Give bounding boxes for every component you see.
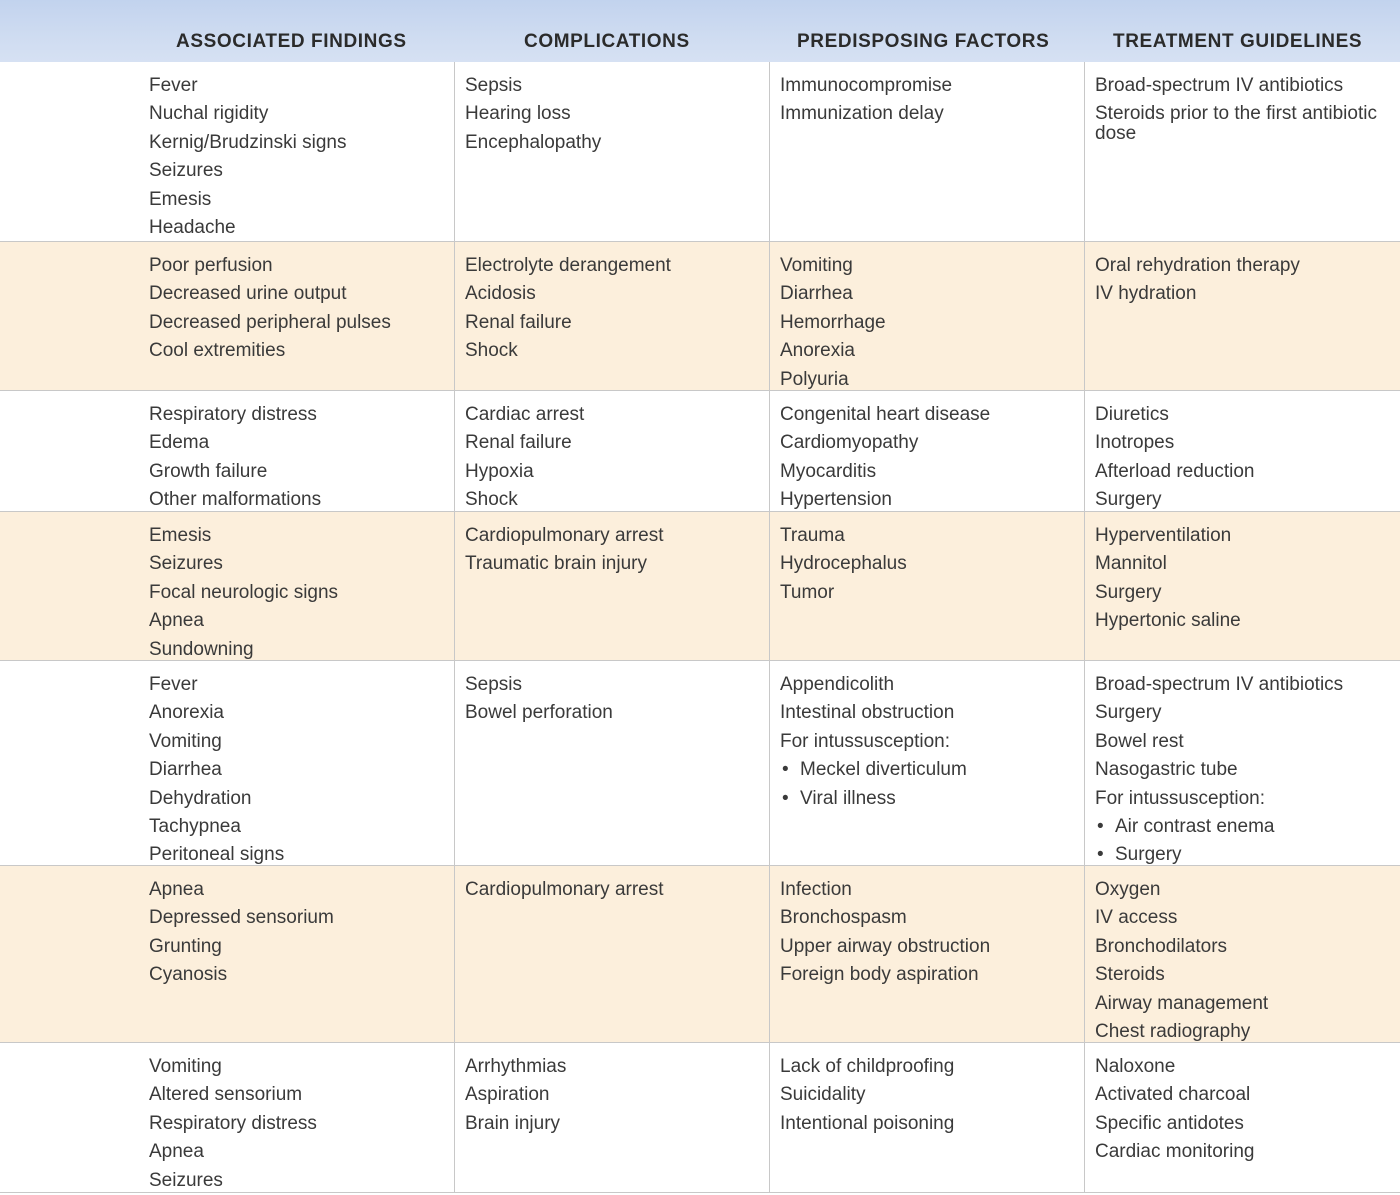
- cell-complications: [454, 866, 769, 1042]
- table-row: [0, 661, 1400, 866]
- list-item: Peritoneal signs: [149, 844, 285, 866]
- list-item: Depressed sensorium: [149, 907, 334, 929]
- table-header: [0, 0, 1400, 62]
- list-item: Cardiac arrest: [465, 404, 585, 425]
- list-item: Oxygen: [1095, 879, 1161, 900]
- list-item: Foreign body aspiration: [780, 964, 979, 986]
- list-item: Growth failure: [149, 460, 268, 482]
- cell-associated-findings: [139, 391, 454, 511]
- list-item: For intussusception:: [780, 730, 951, 752]
- bullet-dot: •: [782, 787, 789, 809]
- list-item: Tumor: [780, 581, 835, 603]
- list-item: Infection: [780, 879, 852, 900]
- list-item: Altered sensorium: [149, 1084, 303, 1106]
- header-predisposing-factors: PREDISPOSING FACTORS: [797, 31, 1050, 52]
- bullet-dot: •: [1097, 844, 1104, 866]
- cell-associated-findings: [139, 1043, 454, 1192]
- header-associated-findings: ASSOCIATED FINDINGS: [176, 31, 407, 52]
- cell-complications: [454, 62, 769, 241]
- cell-predisposing-factors: [769, 242, 1084, 390]
- list-item: Immunocompromise: [780, 75, 953, 96]
- cell-associated-findings: [139, 866, 454, 1042]
- list-item: Steroids: [1095, 964, 1165, 986]
- list-item: Apnea: [149, 879, 204, 900]
- cell-treatment-guidelines: [1084, 391, 1400, 511]
- list-item: Emesis: [149, 525, 212, 546]
- list-item: Broad-spectrum IV antibiotics: [1095, 75, 1344, 96]
- bullet-dot: •: [782, 759, 789, 781]
- list-item: Headache: [149, 217, 236, 239]
- list-item: Sepsis: [465, 674, 523, 695]
- list-item: Broad-spectrum IV antibiotics: [1095, 674, 1344, 695]
- list-item: Anorexia: [149, 702, 224, 724]
- list-item: Cardiopulmonary arrest: [465, 879, 664, 900]
- bullet-list-item: [780, 756, 1084, 784]
- list-item: Surgery: [1095, 702, 1162, 724]
- table-row: [0, 242, 1400, 391]
- header-treatment-guidelines: TREATMENT GUIDELINES: [1113, 31, 1363, 52]
- list-item: Cyanosis: [149, 964, 228, 986]
- list-item: Vomiting: [149, 730, 222, 752]
- list-item: Sundowning: [149, 638, 254, 660]
- list-item: Sepsis: [465, 75, 523, 96]
- list-item: Aspiration: [465, 1084, 550, 1106]
- list-item: Renal failure: [465, 311, 572, 333]
- list-item: Traumatic brain injury: [465, 553, 647, 575]
- header-complications: COMPLICATIONS: [524, 31, 690, 52]
- list-item: Hemorrhage: [780, 311, 886, 333]
- list-item: Inotropes: [1095, 432, 1175, 454]
- list-item: Airway management: [1095, 992, 1269, 1014]
- list-item: Intestinal obstruction: [780, 702, 955, 724]
- cell-treatment-guidelines: [1084, 1043, 1400, 1192]
- list-item: Anorexia: [780, 340, 855, 362]
- list-item: Acidosis: [465, 283, 536, 305]
- list-item: Immunization delay: [780, 103, 944, 125]
- list-item: Respiratory distress: [149, 1112, 317, 1134]
- list-item: Upper airway obstruction: [780, 935, 991, 957]
- list-item: Polyuria: [780, 368, 849, 390]
- cell-treatment-guidelines: [1084, 242, 1400, 390]
- list-item: Kernig/Brudzinski signs: [149, 131, 347, 153]
- list-item: Tachypnea: [149, 816, 241, 838]
- bullet-text: Air contrast enema: [1115, 816, 1275, 838]
- list-item: Nasogastric tube: [1095, 759, 1238, 781]
- list-item: Nuchal rigidity: [149, 103, 269, 125]
- list-item: Vomiting: [149, 1056, 222, 1077]
- bullet-dot: •: [1097, 816, 1104, 838]
- table-row: [0, 391, 1400, 512]
- list-item: Electrolyte derangement: [465, 255, 671, 276]
- list-item: Vomiting: [780, 255, 853, 276]
- cell-associated-findings: [139, 242, 454, 390]
- table-row: [0, 1043, 1400, 1193]
- list-item: Seizures: [149, 160, 223, 182]
- list-item: Hypertension: [780, 489, 892, 511]
- bullet-list-item: [780, 785, 1084, 813]
- list-item: Hearing loss: [465, 103, 571, 125]
- cell-complications: [454, 391, 769, 511]
- list-item: Apnea: [149, 610, 204, 632]
- list-item: Mannitol: [1095, 553, 1167, 575]
- list-item: For intussusception:: [1095, 787, 1266, 809]
- cell-predisposing-factors: [769, 391, 1084, 511]
- list-item: Intentional poisoning: [780, 1112, 955, 1134]
- cell-treatment-guidelines: [1084, 62, 1400, 241]
- list-item: Cardiomyopathy: [780, 432, 919, 454]
- list-item: Trauma: [780, 525, 845, 546]
- list-item: Cardiopulmonary arrest: [465, 525, 664, 546]
- list-item: Emesis: [149, 188, 212, 210]
- list-item: Cardiac monitoring: [1095, 1141, 1255, 1163]
- cell-associated-findings: [139, 512, 454, 660]
- cell-complications: [454, 242, 769, 390]
- list-item: Diarrhea: [149, 759, 222, 781]
- bullet-text: Viral illness: [800, 787, 896, 809]
- list-item: Brain injury: [465, 1112, 561, 1134]
- list-item: Grunting: [149, 935, 222, 957]
- list-item: Other malformations: [149, 489, 322, 511]
- cell-predisposing-factors: [769, 661, 1084, 865]
- list-item: Chest radiography: [1095, 1021, 1251, 1043]
- cell-associated-findings: [139, 62, 454, 241]
- list-item: Bronchospasm: [780, 907, 907, 929]
- list-item: Encephalopathy: [465, 131, 602, 153]
- list-item: Hyperventilation: [1095, 525, 1232, 546]
- cell-complications: [454, 512, 769, 660]
- list-item: Specific antidotes: [1095, 1112, 1244, 1134]
- list-item: Suicidality: [780, 1084, 866, 1106]
- list-item: Lack of childproofing: [780, 1056, 955, 1077]
- list-item: IV hydration: [1095, 283, 1197, 305]
- cell-associated-findings: [139, 661, 454, 865]
- cell-predisposing-factors: [769, 512, 1084, 660]
- list-item: Respiratory distress: [149, 404, 317, 425]
- list-item: Edema: [149, 432, 210, 454]
- list-item: Dehydration: [149, 787, 252, 809]
- list-item: Surgery: [1095, 581, 1162, 603]
- bullet-text: Surgery: [1115, 844, 1182, 866]
- cell-predisposing-factors: [769, 62, 1084, 241]
- bullet-text: Meckel diverticulum: [800, 759, 967, 781]
- list-item: Hypoxia: [465, 460, 534, 482]
- list-item: Surgery: [1095, 489, 1162, 511]
- list-item: Seizures: [149, 1169, 223, 1191]
- list-item: Diuretics: [1095, 404, 1169, 425]
- list-item: Fever: [149, 75, 198, 96]
- list-item: Diarrhea: [780, 283, 853, 305]
- list-item: Fever: [149, 674, 198, 695]
- list-item: Hydrocephalus: [780, 553, 907, 575]
- list-item: Bronchodilators: [1095, 935, 1228, 957]
- list-item: Decreased urine output: [149, 283, 347, 305]
- list-item: Appendicolith: [780, 674, 895, 695]
- table-row: [0, 512, 1400, 661]
- cell-treatment-guidelines: [1084, 661, 1400, 865]
- cell-treatment-guidelines: [1084, 866, 1400, 1042]
- list-item: IV access: [1095, 907, 1178, 929]
- list-item: Focal neurologic signs: [149, 581, 339, 603]
- list-item: Seizures: [149, 553, 223, 575]
- list-item: Congenital heart disease: [780, 404, 991, 425]
- bullet-list-item: [1095, 813, 1392, 841]
- list-item: Apnea: [149, 1141, 204, 1163]
- list-item: Oral rehydration therapy: [1095, 255, 1300, 276]
- list-item: Decreased peripheral pulses: [149, 311, 391, 333]
- list-item: Shock: [465, 340, 518, 362]
- list-item: Arrhythmias: [465, 1056, 567, 1077]
- list-item: Naloxone: [1095, 1056, 1176, 1077]
- table-body: [0, 62, 1400, 1193]
- cell-treatment-guidelines: [1084, 512, 1400, 660]
- list-item: Afterload reduction: [1095, 460, 1255, 482]
- list-item: Hypertonic saline: [1095, 610, 1241, 632]
- list-item: Myocarditis: [780, 460, 877, 482]
- list-item: Poor perfusion: [149, 255, 273, 276]
- list-item: Shock: [465, 489, 518, 511]
- cell-predisposing-factors: [769, 866, 1084, 1042]
- list-item: Renal failure: [465, 432, 572, 454]
- list-item: Steroids prior to the first antibiotic dose: [1095, 103, 1377, 145]
- list-item: Bowel rest: [1095, 730, 1184, 752]
- list-item: Bowel perforation: [465, 702, 613, 724]
- cell-complications: [454, 661, 769, 865]
- list-item: Activated charcoal: [1095, 1084, 1251, 1106]
- list-item: Cool extremities: [149, 340, 286, 362]
- cell-complications: [454, 1043, 769, 1192]
- table-row: [0, 866, 1400, 1043]
- cell-predisposing-factors: [769, 1043, 1084, 1192]
- table-row: [0, 62, 1400, 242]
